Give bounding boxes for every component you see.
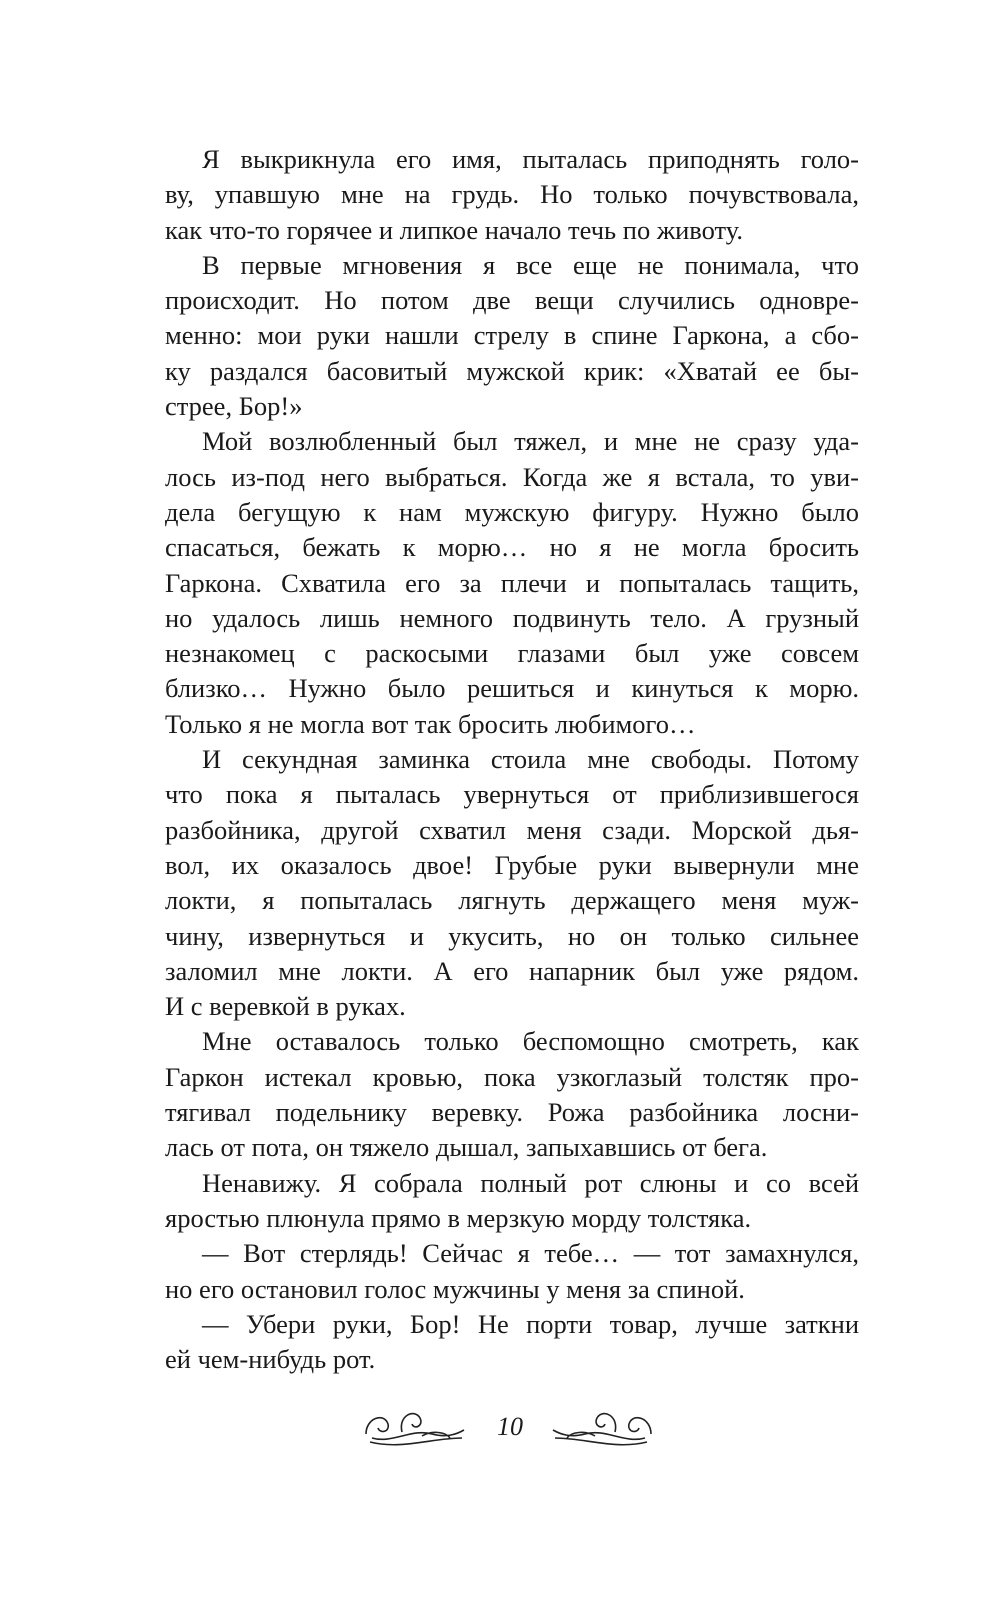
text-line: Я выкрикнула его имя, пыталась приподнять голо- — [202, 144, 859, 174]
text-line: И с веревкой в руках. — [165, 991, 406, 1022]
text-line: заломил мне локти. А его напарник был уже рядом. — [165, 955, 859, 986]
text-line: вол, их оказалось двое! Грубые руки вывернули мне — [165, 849, 859, 880]
left-ornament-icon — [362, 1404, 467, 1450]
text-line: лась от пота, он тяжело дышал, запыхавшись от бега. — [165, 1132, 768, 1163]
page-number: 10 — [497, 1412, 523, 1441]
paragraph — [165, 142, 859, 248]
right-ornament-icon — [550, 1404, 655, 1450]
text-line: дела бегущую к нам мужскую фигуру. Нужно было — [165, 496, 859, 527]
text-line: Только я не могла вот так бросить любимого… — [165, 708, 696, 739]
page-body-text — [165, 142, 859, 1377]
paragraph — [165, 1024, 859, 1165]
page-footer — [0, 1400, 1000, 1460]
text-line: менно: мои руки нашли стрелу в спине Гаркона, а сбо- — [165, 320, 859, 351]
text-line: ей чем-нибудь рот. — [165, 1344, 376, 1375]
text-line: Ненавижу. Я собрала полный рот слюны и со всей — [202, 1167, 859, 1198]
text-line: происходит. Но потом две вещи случились одновре- — [165, 285, 859, 316]
text-line: — Вот стерлядь! Сейчас я тебе… — тот замахнулся, — [202, 1238, 859, 1269]
text-line: чину, извернуться и укусить, но он только сильнее — [165, 920, 859, 951]
text-line: ку раздался басовитый мужской крик: «Хватай ее бы- — [165, 355, 859, 386]
paragraph — [165, 424, 859, 742]
text-line: ву, упавшую мне на грудь. Но только почувствовала, — [165, 179, 859, 210]
text-line: локти, я попыталась лягнуть держащего меня муж- — [165, 885, 859, 916]
text-line: но его остановил голос мужчины у меня за спиной. — [165, 1273, 745, 1304]
paragraph — [165, 1236, 859, 1307]
text-line: незнакомец с раскосыми глазами был уже совсем — [165, 638, 859, 669]
text-line: Мой возлюбленный был тяжел, и мне не сразу уда- — [202, 426, 859, 457]
text-line: Гаркон истекал кровью, пока узкоглазый толстяк про- — [165, 1061, 859, 1092]
text-line: спасаться, бежать к морю… но я не могла бросить — [165, 532, 859, 563]
text-line: И секундная заминка стоила мне свободы. Потому — [202, 744, 859, 775]
text-line: как что-то горячее и липкое начало течь по животу. — [165, 214, 743, 245]
text-line: Гаркона. Схватила его за плечи и попыталась тащить, — [165, 567, 859, 598]
text-line: разбойника, другой схватил меня сзади. Морской дья- — [165, 814, 859, 845]
text-line: лось из-под него выбраться. Когда же я встала, то уви- — [165, 461, 859, 492]
paragraph — [165, 248, 859, 424]
text-line: — Убери руки, Бор! Не порти товар, лучше заткни — [202, 1308, 859, 1339]
paragraph — [165, 1307, 859, 1378]
text-line: тягивал подельнику веревку. Рожа разбойника лосни- — [165, 1097, 859, 1128]
text-line: близко… Нужно было решиться и кинуться к морю. — [165, 673, 859, 704]
paragraph — [165, 1166, 859, 1237]
text-line: В первые мгновения я все еще не понимала, что — [202, 249, 859, 280]
text-line: но удалось лишь немного подвинуть тело. А грузный — [165, 602, 859, 633]
text-line: Мне оставалось только беспомощно смотреть, как — [202, 1026, 859, 1057]
text-line: что пока я пыталась увернуться от приблизившегося — [165, 779, 859, 810]
text-line: стрее, Бор!» — [165, 391, 303, 422]
paragraph — [165, 742, 859, 1024]
text-line: яростью плюнула прямо в мерзкую морду толстяка. — [165, 1202, 752, 1233]
